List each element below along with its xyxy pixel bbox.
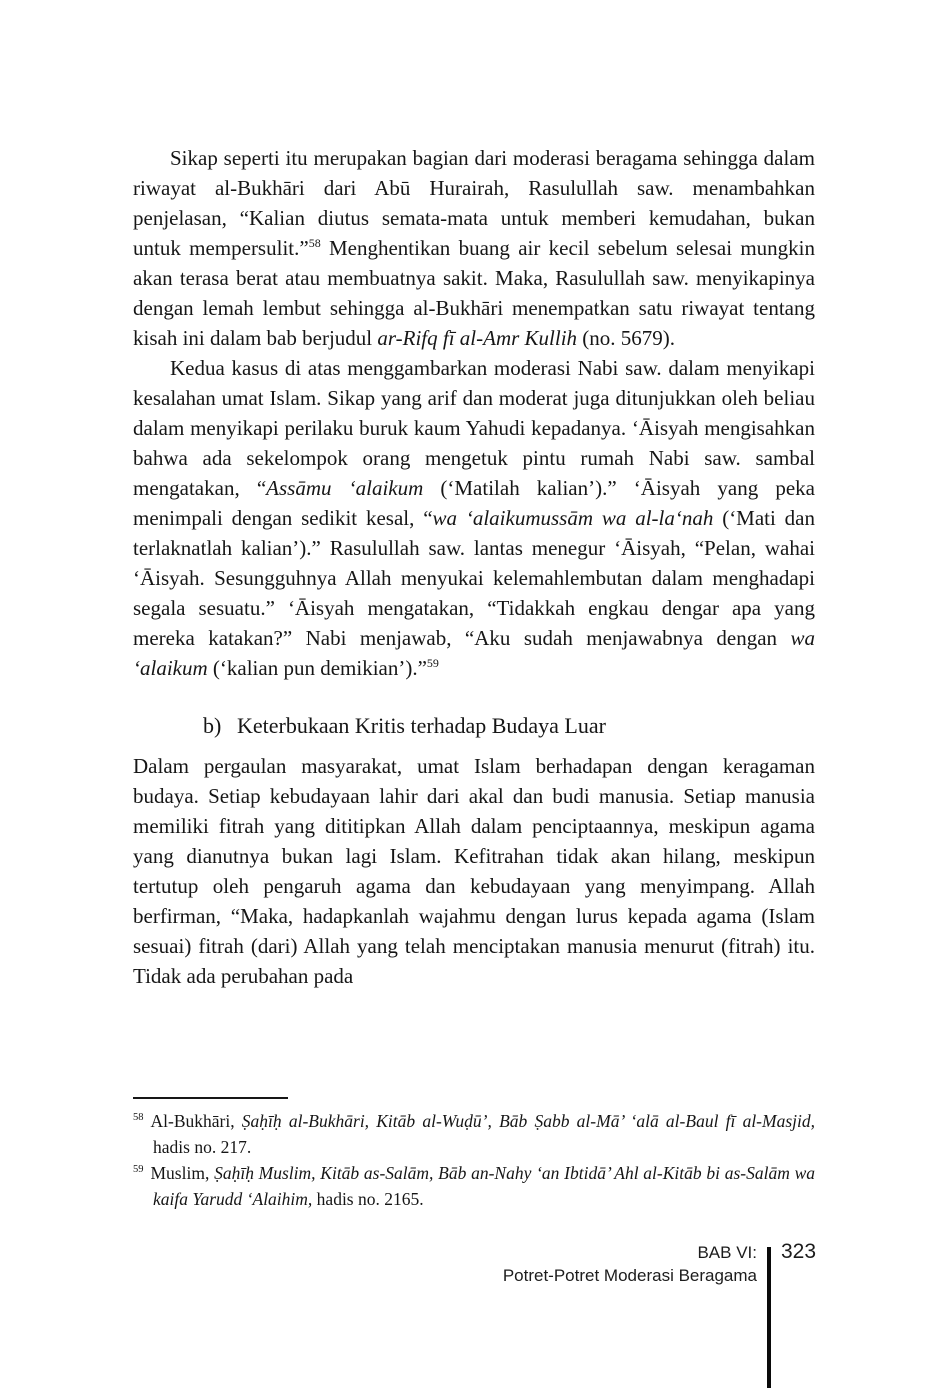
page-content	[133, 143, 815, 991]
footnote-number: 58	[133, 1112, 144, 1124]
subheading-title: Keterbukaan Kritis terhadap Budaya Luar	[237, 713, 606, 738]
footnote-number: 59	[133, 1164, 144, 1176]
section-subheading	[133, 711, 815, 741]
footnote-text: Al-Bukhāri, Ṣaḥīḥ al-Bukhāri, Kitāb al-Wuḍū’, Bāb Ṣabb al-Mā’ ‘alā al-Baul fī al-Masjid, hadis no. 217.	[150, 1111, 815, 1157]
body-paragraph-1: Sikap seperti itu merupakan bagian dari moderasi beragama sehingga dalam riwayat al-Bukhāri dari Abū Hurairah, Rasulullah saw. menambahkan penjelasan, “Kalian diutus semata-mata untuk memberi kemudahan, bukan untuk mempersulit.”$^{58}$ Menghentikan buang air kecil sebelum selesai mungkin akan terasa berat atau membuatnya sakit. Maka, Rasulullah saw. menyikapinya dengan lemah lembut sehingga al-Bukhāri menempatkan satu riwayat tentang kisah ini dalam bab berjudul ar-Rifq fī al-Amr Kullih (no. 5679).	[133, 146, 815, 350]
running-title	[503, 1241, 757, 1287]
body-paragraph-2: Kedua kasus di atas menggambarkan moderasi Nabi saw. dalam menyikapi kesalahan umat Islam. Sikap yang arif dan moderat juga ditunjukkan oleh beliau dalam menyikapi perilaku buruk kaum Yahudi kepadanya. ‘Āisyah mengisahkan bahwa ada sekelompok orang mengetuk pintu rumah Nabi saw. sambal mengatakan, “Assāmu ‘alaikum (‘Matilah kalian’).” ‘Āisyah yang peka menimpali dengan sedikit kesal, “wa ‘alaikumussām wa al-la‘nah (‘Mati dan terlaknatlah kalian’).” Rasulullah saw. lantas menegur ‘Āisyah, “Pelan, wahai ‘Āisyah. Sesungguhnya Allah menyukai kelemahlembutan dalam menghadapi segala sesuatu.” ‘Āisyah mengatakan, “Tidakkah engkau dengar apa yang mereka katakan?” Nabi menjawab, “Aku sudah menjawabnya dengan wa ‘alaikum (‘kalian pun demikian’).”$^{59}$	[133, 356, 815, 680]
chapter-label: BAB VI:	[697, 1243, 757, 1262]
chapter-title: Potret-Potret Moderasi Beragama	[502, 1266, 757, 1285]
body-paragraph-3: Dalam pergaulan masyarakat, umat Islam berhadapan dengan keragaman budaya. Setiap kebudayaan lahir dari akal dan budi manusia. Setiap manusia memiliki fitrah yang dititipkan Allah dalam penciptaannya, meskipun agama yang dianutnya bukan lagi Islam. Kefitrahan tidak akan hilang, meskipun tertutup oleh pengaruh agama dan kebudayaan yang menyimpang. Allah berfirman, “Maka, hadapkanlah wajahmu dengan lurus kepada agama (Islam sesuai) fitrah (dari) Allah yang telah menciptakan manusia menurut (fitrah) itu. Tidak ada perubahan pada	[133, 754, 815, 988]
footnote-separator-rule	[133, 1097, 288, 1099]
page-number: 323	[781, 1240, 817, 1263]
footnote-text: Muslim, Ṣaḥīḥ Muslim, Kitāb as-Salām, Bāb an-Nahy ‘an Ibtidā’ Ahl al-Kitāb bi as-Salām wa kaifa Yarudd ‘Alaihim, hadis no. 2165.	[150, 1163, 815, 1209]
footnotes-section	[133, 1097, 815, 1212]
footnote-59	[133, 1160, 815, 1212]
subheading-marker: b)	[203, 713, 222, 738]
footnote-58	[133, 1108, 815, 1160]
footer-divider-bar	[767, 1247, 771, 1388]
